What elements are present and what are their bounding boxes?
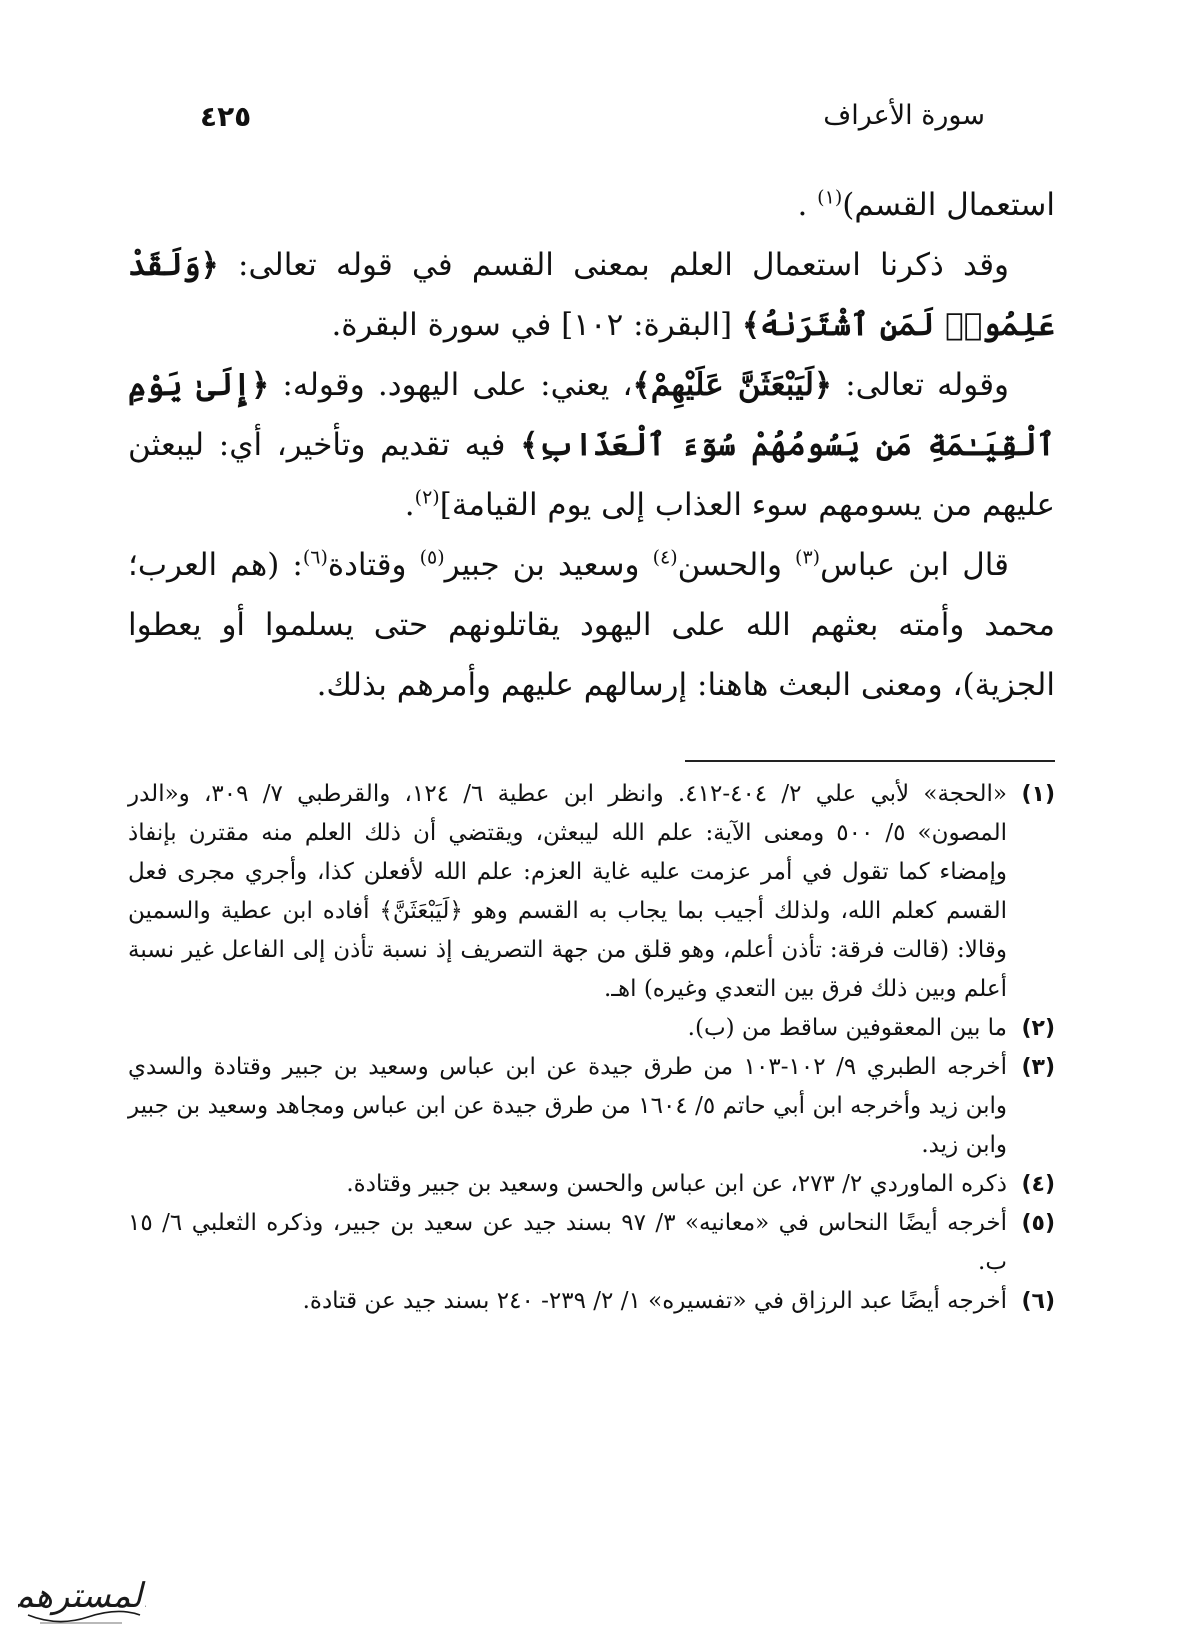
text-run: وقد ذكرنا استعمال العلم بمعنى القسم في قوله تعالى: <box>218 247 1009 283</box>
footnote-ref-5: (٥) <box>419 546 445 569</box>
footnote-text: أخرجه أيضًا النحاس في «معانيه» ٣/ ٩٧ بسند جيد عن سعيد بن جبير، وذكره الثعلبي ٦/ ١٥ ب. <box>128 1210 1007 1275</box>
footnote-ref-6: (٦) <box>302 546 328 569</box>
paragraph-3 <box>128 355 1055 535</box>
footnote-number: (٤) <box>1021 1172 1055 1197</box>
page-number: ٤٢٥ <box>200 100 252 133</box>
footnote-number: (٢) <box>1021 1016 1055 1041</box>
text-run: . <box>797 187 818 223</box>
text-run: قال ابن عباس <box>820 547 1009 583</box>
footnote-text: «الحجة» لأبي علي ٢/ ٤٠٤-٤١٢. وانظر ابن عطية ٦/ ١٢٤، والقرطبي ٧/ ٣٠٩، و«الدر المصون» ٥/ ٥٠٠ ومعنى الآية: علم الله ليبعثن، ويقتضي أن ذلك العلم منه مقترن بإنفاذ وإمضاء كما تقول في أمر عزمت عليه غاية العزم: علم الله لأفعلن كذا، وأجري مجرى فعل القسم كعلم الله، ولذلك أجيب بما يجاب به القسم وهو ﴿لَيَبْعَثَنَّ﴾ أفاده ابن عطية والسمين وقالا: (قالت فرقة: تأذن أعلم، وهو قلق من جهة التصريف إذ نسبة تأذن إلى الفاعل غير نسبة أعلم وبين ذلك فرق بين التعدي وغيره) اهـ. <box>128 781 1007 1002</box>
footnote-divider <box>685 760 1055 762</box>
paragraph-4 <box>128 535 1055 715</box>
text-run: ، يعني: على اليهود. وقوله: <box>269 367 633 403</box>
svg-text:المسترهم: المسترهم <box>18 1576 146 1616</box>
text-run: وسعيد بن جبير <box>444 547 653 583</box>
page-header <box>200 100 985 150</box>
footnote-ref-4: (٤) <box>652 546 678 569</box>
text-run: والحسن <box>677 547 796 583</box>
footnote-number: (٣) <box>1021 1055 1055 1080</box>
quran-quote: ﴿وَلَقَدْ عَلِمُوا۟ لَمَنِ ٱشْتَرَىٰهُ﴾ <box>128 247 1055 343</box>
text-run: [البقرة: ١٠٢] في سورة البقرة. <box>331 307 742 343</box>
footnote-5 <box>128 1204 1055 1282</box>
calligraphy-logo-icon <box>18 1565 146 1635</box>
footnote-number: (١) <box>1021 782 1055 807</box>
paragraph-1 <box>128 175 1055 235</box>
footnotes-section <box>128 775 1055 1321</box>
footnote-number: (٦) <box>1021 1289 1055 1314</box>
text-run: فيه تقديم وتأخير، أي: ليبعثن عليهم من يسومهم سوء العذاب إلى يوم القيامة] <box>128 427 1055 523</box>
text-run: : (هم العرب؛ محمد وأمته بعثهم الله على اليهود يقاتلونهم حتى يسلموا أو يعطوا الجزية)، ومعنى البعث هاهنا: إرسالهم عليهم وأمرهم بذلك. <box>128 547 1055 703</box>
footnote-text: أخرجه أيضًا عبد الرزاق في «تفسيره» ١/ ٢/ ٢٣٩- ٢٤٠ بسند جيد عن قتادة. <box>302 1288 1007 1314</box>
footnote-ref-3: (٣) <box>795 546 821 569</box>
surah-title: سورة الأعراف <box>823 100 985 131</box>
text-run: استعمال القسم) <box>842 187 1055 223</box>
footnote-ref-2: (٢) <box>414 486 440 509</box>
watermark-logo <box>18 1565 146 1635</box>
main-text <box>128 175 1055 715</box>
footnote-text: أخرجه الطبري ٩/ ١٠٢-١٠٣ من طرق جيدة عن ابن عباس وسعيد بن جبير وقتادة والسدي وابن زيد وأخرجه ابن أبي حاتم ٥/ ١٦٠٤ من طرق جيدة عن ابن عباس ومجاهد وسعيد بن جبير وابن زيد. <box>128 1054 1008 1158</box>
text-run: وقوله تعالى: <box>832 367 1009 403</box>
footnote-1 <box>128 775 1055 1009</box>
footnote-3 <box>128 1048 1055 1165</box>
text-run: . <box>404 487 415 523</box>
footnote-ref-1: (١) <box>817 186 843 209</box>
footnote-text: ما بين المعقوفين ساقط من (ب). <box>687 1015 1007 1041</box>
footnote-text: ذكره الماوردي ٢/ ٢٧٣، عن ابن عباس والحسن وسعيد بن جبير وقتادة. <box>346 1171 1007 1197</box>
footnote-2 <box>128 1009 1055 1048</box>
quran-quote: ﴿لَيَبْعَثَنَّ عَلَيْهِمْ﴾ <box>632 367 833 403</box>
quran-quote: ﴿إِلَىٰ يَوْمِ ٱلْقِيَـٰمَةِ مَن يَسُومُهُمْ سُوٓءَ ٱلْعَذَابِ﴾ <box>128 367 1055 463</box>
footnote-4 <box>128 1165 1055 1204</box>
paragraph-2 <box>128 235 1055 355</box>
text-run: وقتادة <box>327 547 420 583</box>
footnote-number: (٥) <box>1021 1211 1055 1236</box>
footnote-6 <box>128 1282 1055 1321</box>
